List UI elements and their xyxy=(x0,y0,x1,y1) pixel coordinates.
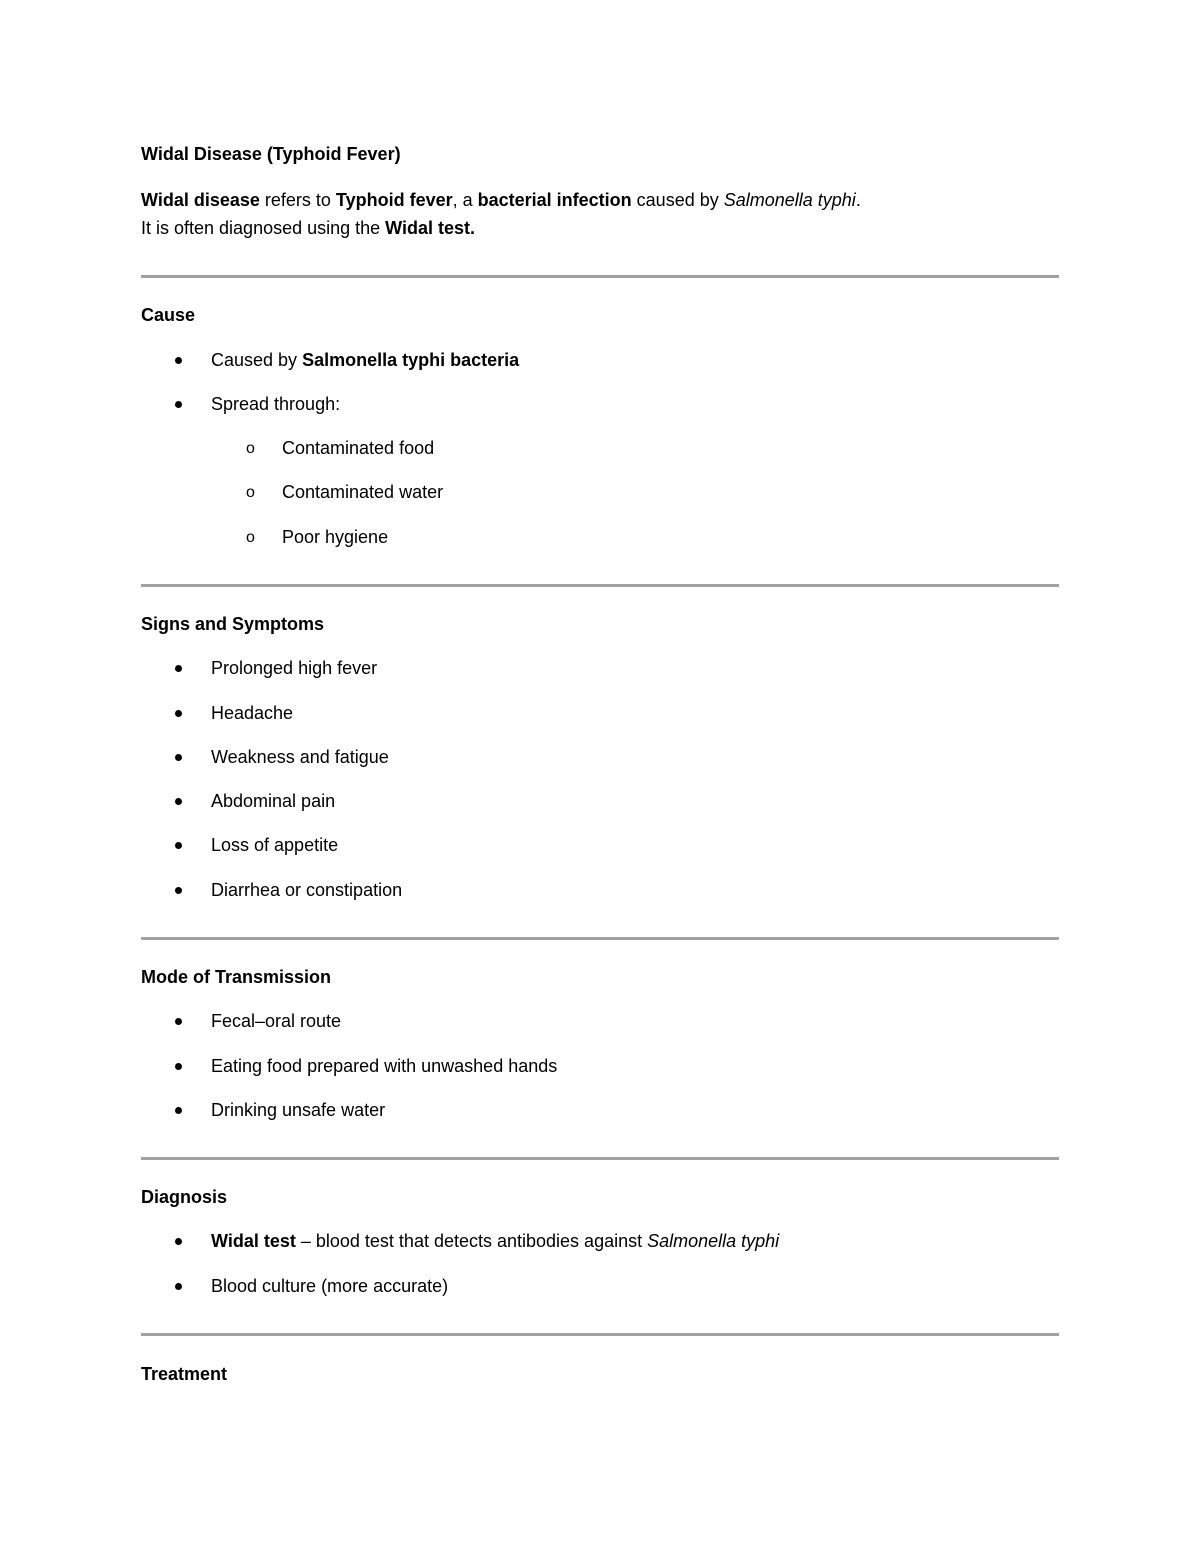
cause-item: Spread through: xyxy=(211,394,341,414)
cause-heading: Cause xyxy=(141,305,196,325)
intro-text: It is often diagnosed using the xyxy=(141,218,386,238)
bullet-icon xyxy=(175,1107,182,1114)
cause-subitem: Contaminated food xyxy=(282,438,435,458)
intro-text: , a xyxy=(452,190,478,210)
diagnosis-item-text: – blood test that detects antibodies against xyxy=(295,1231,648,1251)
intro-text: refers to xyxy=(259,190,336,210)
diagnosis-item: Blood culture (more accurate) xyxy=(211,1276,449,1296)
intro-organism: Salmonella typhi xyxy=(723,190,856,210)
symptom-item: Abdominal pain xyxy=(211,791,336,811)
document-title: Widal Disease (Typhoid Fever) xyxy=(141,144,401,164)
symptom-item: Weakness and fatigue xyxy=(211,747,389,767)
section-divider xyxy=(141,584,1059,587)
intro-widal-test: Widal test xyxy=(385,218,471,238)
transmission-heading: Mode of Transmission xyxy=(141,967,332,987)
intro-text: . xyxy=(855,190,861,210)
symptom-item: Diarrhea or constipation xyxy=(211,880,403,900)
bullet-icon xyxy=(175,665,182,672)
symptom-item: Prolonged high fever xyxy=(211,658,378,678)
symptoms-heading: Signs and Symptoms xyxy=(141,614,325,634)
intro-term: Widal disease xyxy=(141,190,260,210)
circle-bullet-icon: o xyxy=(246,529,255,546)
cause-item xyxy=(211,351,519,369)
cause-item-text: Caused by xyxy=(211,350,303,370)
bullet-icon xyxy=(175,887,182,894)
section-divider xyxy=(141,275,1059,278)
diagnosis-item xyxy=(211,1232,779,1250)
symptom-item: Headache xyxy=(211,703,294,723)
section-divider xyxy=(141,1157,1059,1160)
symptom-item: Loss of appetite xyxy=(211,835,339,855)
bullet-icon xyxy=(175,357,182,364)
bullet-icon xyxy=(175,1063,182,1070)
bullet-icon xyxy=(175,754,182,761)
diagnosis-item-bold: Widal test xyxy=(211,1231,296,1251)
transmission-item: Eating food prepared with unwashed hands xyxy=(211,1056,558,1076)
bullet-icon xyxy=(175,842,182,849)
intro-text: . xyxy=(470,218,476,238)
cause-item-bold: Salmonella typhi bacteria xyxy=(302,350,520,370)
bullet-icon xyxy=(175,798,182,805)
bullet-icon xyxy=(175,1018,182,1025)
treatment-heading: Treatment xyxy=(141,1364,228,1384)
transmission-item: Fecal–oral route xyxy=(211,1011,342,1031)
bullet-icon xyxy=(175,401,182,408)
intro-line-2 xyxy=(141,219,475,237)
intro-bacterial: bacterial infection xyxy=(477,190,632,210)
intro-typhoid: Typhoid fever xyxy=(335,190,453,210)
bullet-icon xyxy=(175,710,182,717)
circle-bullet-icon: o xyxy=(246,440,255,457)
diagnosis-item-italic: Salmonella typhi xyxy=(647,1231,780,1251)
transmission-item: Drinking unsafe water xyxy=(211,1100,386,1120)
diagnosis-heading: Diagnosis xyxy=(141,1187,228,1207)
intro-line-1 xyxy=(141,191,861,209)
bullet-icon xyxy=(175,1283,182,1290)
section-divider xyxy=(141,1333,1059,1336)
bullet-icon xyxy=(175,1238,182,1245)
section-divider xyxy=(141,937,1059,940)
intro-text: caused by xyxy=(631,190,724,210)
circle-bullet-icon: o xyxy=(246,484,255,501)
cause-subitem: Poor hygiene xyxy=(282,527,389,547)
cause-subitem: Contaminated water xyxy=(282,482,444,502)
